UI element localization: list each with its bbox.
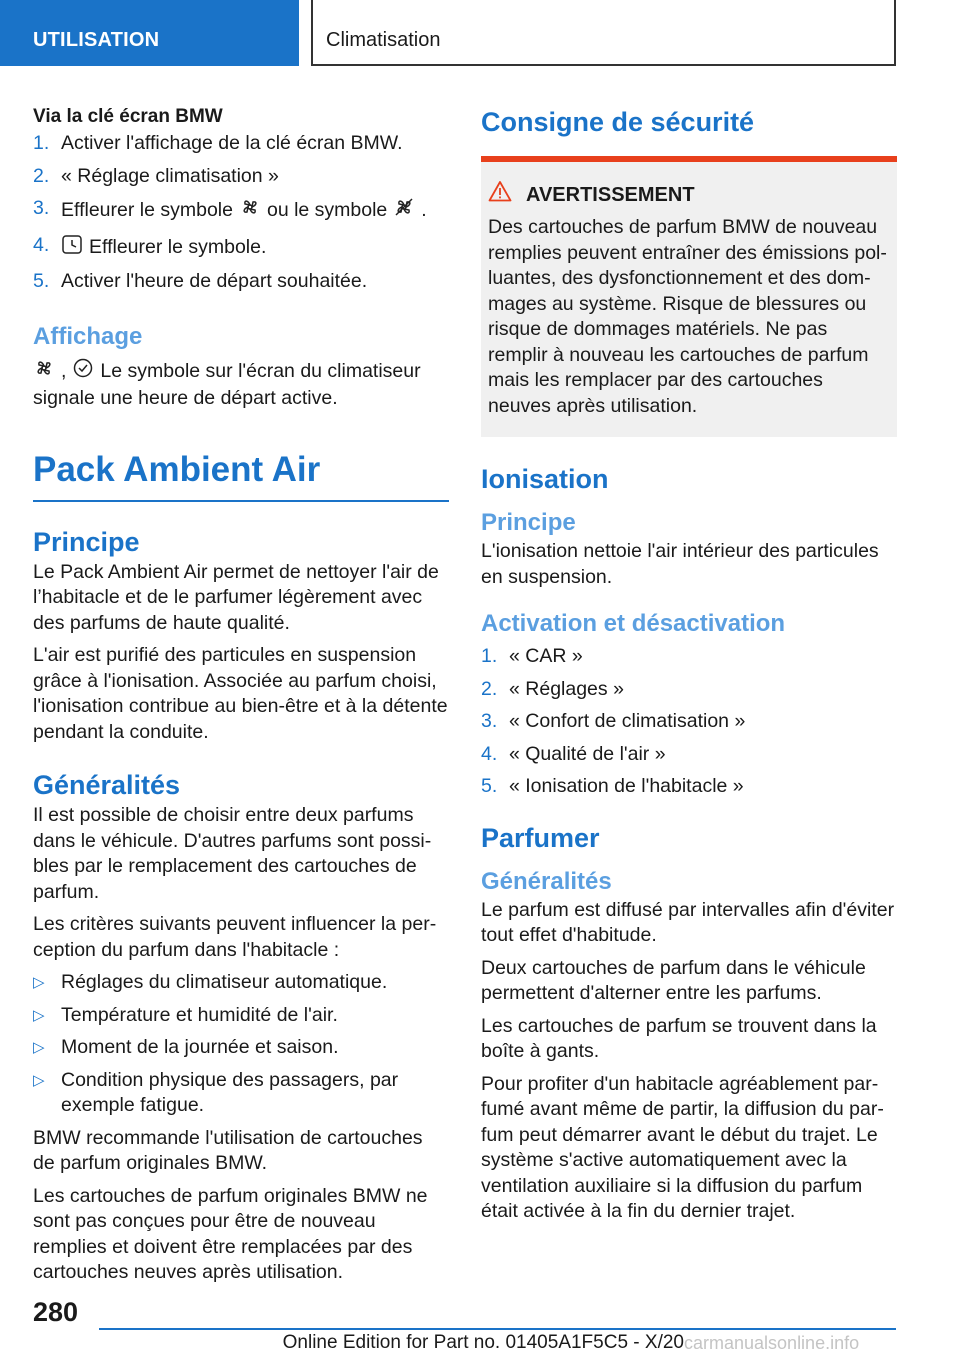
section-divider bbox=[33, 500, 449, 502]
parf-paragraph-1: Le parfum est diffusé par intervalles afin d'éviter tout effet d'habitude. bbox=[481, 898, 895, 946]
warning-title: AVERTISSEMENT bbox=[488, 180, 890, 209]
safety-heading: Consigne de sécurité bbox=[481, 107, 755, 137]
chapter-tab bbox=[311, 0, 896, 66]
timer-icon bbox=[61, 233, 83, 263]
activation-heading: Activation et désactivation bbox=[481, 610, 786, 637]
generalites-paragraph-1: Il est possible de choisir entre deux parfums dans le véhicule. D'autres parfums sont possibles par le remplacement des cartouches de parfum. bbox=[33, 804, 432, 903]
footer-divider bbox=[99, 1328, 896, 1330]
parf-paragraph-3: Les cartouches de parfum se trouvent dans la boîte à gants. bbox=[481, 1014, 877, 1062]
triangle-bullet-icon: ▷ bbox=[33, 1071, 45, 1089]
list-item: 5. Activer l'heure de départ souhaitée. bbox=[33, 270, 368, 292]
list-item: 4. « Qualité de l'air » bbox=[481, 742, 666, 765]
section-title: UTILISATION bbox=[33, 29, 160, 51]
fan-crossed-icon bbox=[393, 196, 415, 226]
list-item: 3. Effleurer le symbole ou le symbole . bbox=[33, 196, 449, 226]
list-item: 2. « Réglage climatisation » bbox=[33, 164, 279, 187]
activation-steps-list bbox=[481, 644, 897, 800]
triangle-bullet-icon: ▷ bbox=[33, 974, 45, 991]
parf-generalites-heading: Généralités bbox=[481, 867, 612, 895]
parf-paragraph-4: Pour profiter d'un habitacle agréablement parfumé avant même de partir, la diffusion du parfum peut démarrer avant le début du trajet. Le système s'active automatiquement avec la ventilation auxiliaire si la diffusion du parfum était activée à la fin du dernier trajet. bbox=[481, 1072, 884, 1222]
fan-icon bbox=[33, 357, 55, 387]
affichage-text: , Le symbole sur l'écran du climatiseur signale une heure de départ active. bbox=[33, 357, 449, 412]
triangle-bullet-icon: ▷ bbox=[33, 1006, 45, 1024]
generalites-paragraph-2: Les critères suivants peuvent influencer la perception du parfum dans l'habitacle : bbox=[33, 913, 437, 961]
generalites-heading: Généralités bbox=[33, 770, 181, 800]
list-item: ▷ Réglages du climatiseur automatique. bbox=[33, 970, 449, 996]
pack-heading: Pack Ambient Air bbox=[33, 449, 321, 489]
warning-box bbox=[481, 156, 897, 437]
chapter-title: Climatisation bbox=[326, 29, 441, 51]
right-column bbox=[481, 104, 897, 1232]
fan-icon bbox=[239, 196, 261, 226]
list-item: 3. « Confort de climatisation » bbox=[481, 710, 746, 732]
list-item: 1. Activer l'affichage de la clé écran BMW. bbox=[33, 132, 403, 154]
ion-principe-paragraph: L'ionisation nettoie l'air intérieur des particules en suspension. bbox=[481, 540, 879, 588]
section-tab bbox=[0, 0, 299, 66]
list-item: 1. « CAR » bbox=[481, 645, 583, 667]
principe-heading: Principe bbox=[33, 526, 140, 557]
warning-text: Des cartouches de parfum BMW de nouveau remplies peuvent entraîner des émissions polluantes, des dysfonctionnement et des dommages au système. Risque de blessures ou risque de dommages matériels. Ne pas remplir à nouveau les cartouches de parfum mais les remplacer par des cartouches neuves après utilisation. bbox=[488, 216, 887, 417]
left-column bbox=[33, 104, 449, 1293]
ion-principe-heading: Principe bbox=[481, 509, 576, 536]
list-item: 4. Effleurer le symbole. bbox=[33, 233, 449, 263]
list-item: ▷ Moment de la journée et saison. bbox=[33, 1035, 449, 1061]
via-label: Via la clé écran BMW bbox=[33, 106, 223, 127]
list-item: 5. « Ionisation de l'habitacle » bbox=[481, 775, 744, 797]
principe-paragraph-1: Le Pack Ambient Air permet de nettoyer l'air de l’habitacle et de le parfumer légèrement avec des parfums de haute qualité. bbox=[33, 560, 439, 634]
watermark: carmanualsonline.info bbox=[684, 1333, 860, 1353]
via-steps-list bbox=[33, 131, 449, 295]
clock-icon bbox=[72, 357, 94, 387]
triangle-bullet-icon: ▷ bbox=[33, 1039, 45, 1056]
cartridges-paragraph: Les cartouches de parfum originales BMW ne sont pas conçues pour être de nouveau remplies et doivent être remplacées par des cartouches neuves après utilisation. bbox=[33, 1184, 428, 1283]
parfumer-heading: Parfumer bbox=[481, 822, 600, 853]
list-item: 2. « Réglages » bbox=[481, 677, 624, 700]
parf-paragraph-2: Deux cartouches de parfum dans le véhicule permettent d'alterner entre les parfums. bbox=[481, 956, 866, 1004]
principe-paragraph-2: L'air est purifié des particules en suspension grâce à l'ionisation. Associée au parfum choisi, l'ionisation contribue au bien-être et à la détente pendant la conduite. bbox=[33, 644, 448, 743]
page-number: 280 bbox=[33, 1297, 79, 1327]
list-item: ▷ Température et humidité de l'air. bbox=[33, 1003, 449, 1029]
recommend-paragraph: BMW recommande l'utilisation de cartouches de parfum originales BMW. bbox=[33, 1126, 423, 1174]
criteria-list bbox=[33, 970, 449, 1119]
list-item: ▷ Condition physique des passagers, par exemple fatigue. bbox=[33, 1068, 399, 1116]
warning-triangle-icon bbox=[488, 180, 512, 209]
ionisation-heading: Ionisation bbox=[481, 464, 609, 494]
affichage-heading: Affichage bbox=[33, 322, 143, 350]
edition-text: Online Edition for Part no. 01405A1F5C5 - X/20 bbox=[282, 1332, 684, 1353]
